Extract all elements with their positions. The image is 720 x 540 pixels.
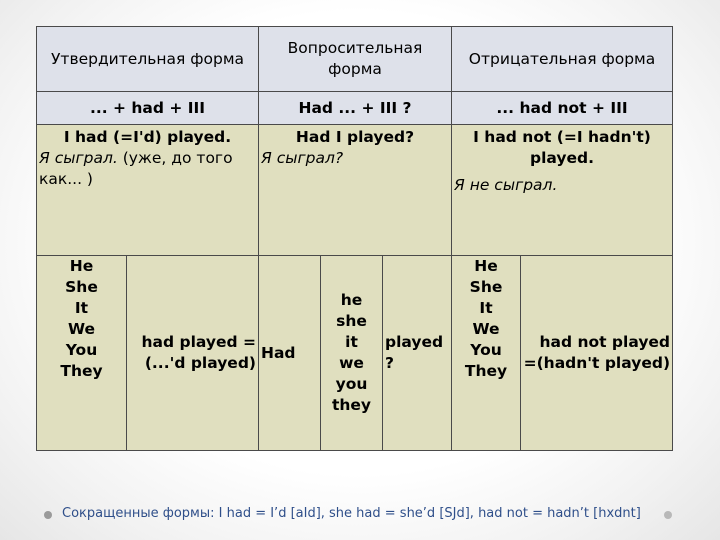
pronoun: We bbox=[67, 320, 96, 338]
footnote-text: Сокращенные формы: I had = I’d [aId], she had = she’d [SJd], had not = hadn’t [hxdnt] bbox=[62, 506, 641, 521]
pronoun: he bbox=[340, 291, 363, 309]
interrogative-example-en: Had I played? bbox=[295, 128, 415, 146]
pronoun-row bbox=[37, 256, 673, 451]
pronoun: It bbox=[74, 299, 89, 317]
formula-negative: ... had not + III bbox=[452, 92, 673, 125]
pronoun: It bbox=[479, 299, 493, 317]
negative-example-en: I had not (=I hadn't) played. bbox=[473, 128, 651, 167]
affirmative-example-en: I had (=I'd) played. bbox=[63, 128, 232, 146]
affirmative-example-note: (уже, до того как... ) bbox=[39, 149, 233, 188]
question-verb: played ? bbox=[383, 256, 452, 451]
grammar-table bbox=[36, 26, 673, 451]
example-affirmative bbox=[37, 125, 259, 256]
pronoun: They bbox=[464, 362, 508, 380]
negative-example-ru: Я не сыграл. bbox=[454, 176, 558, 194]
pronoun: He bbox=[474, 257, 498, 275]
example-row bbox=[37, 125, 673, 256]
negative-pronouns bbox=[452, 256, 521, 451]
pronoun: You bbox=[470, 341, 502, 359]
footnote bbox=[42, 506, 692, 521]
pronoun: She bbox=[469, 278, 503, 296]
negative-form: had not played =(hadn't played) bbox=[521, 256, 673, 451]
interrogative-pronouns bbox=[321, 256, 383, 451]
interrogative-example-ru: Я сыграл? bbox=[261, 149, 344, 167]
affirmative-form: had played =(...'d played) bbox=[127, 256, 259, 451]
pronoun: she bbox=[336, 312, 367, 330]
dot-icon bbox=[664, 511, 672, 519]
example-negative bbox=[452, 125, 673, 256]
pronoun: it bbox=[345, 333, 358, 351]
pronoun: He bbox=[69, 257, 94, 275]
header-negative: Отрицательная форма bbox=[452, 27, 673, 92]
affirmative-pronouns bbox=[37, 256, 127, 451]
pronoun: You bbox=[65, 341, 98, 359]
affirmative-example-ru: Я сыграл. bbox=[39, 149, 118, 167]
pronoun: She bbox=[65, 278, 98, 296]
header-row bbox=[37, 27, 673, 92]
pronoun: you bbox=[335, 375, 368, 393]
example-interrogative bbox=[259, 125, 452, 256]
header-affirmative: Утвердительная форма bbox=[37, 27, 259, 92]
question-aux: Had bbox=[259, 256, 321, 451]
pronoun: We bbox=[472, 320, 500, 338]
formula-affirmative: ... + had + III bbox=[37, 92, 259, 125]
formula-interrogative: Had ... + III ? bbox=[259, 92, 452, 125]
formula-row bbox=[37, 92, 673, 125]
pronoun: they bbox=[331, 396, 372, 414]
pronoun: They bbox=[60, 362, 103, 380]
header-interrogative: Вопросительная форма bbox=[259, 27, 452, 92]
pronoun: we bbox=[339, 354, 364, 372]
